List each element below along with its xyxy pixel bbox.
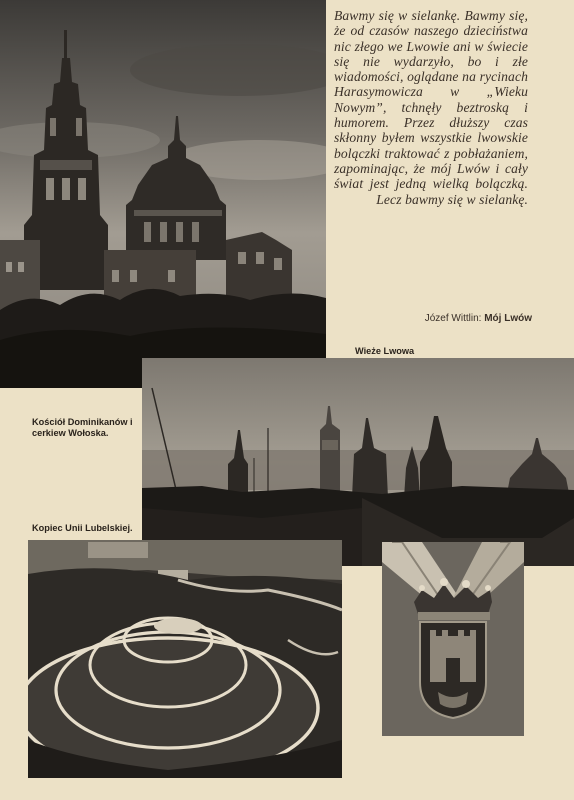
photo-towers-of-lviv [0,0,326,388]
photo-coat-of-arms-badge [382,542,524,736]
photo-union-of-lublin-mound [28,540,342,778]
quote-attribution [392,313,532,324]
caption-mound: Kopiec Unii Lubelskiej. [32,523,133,533]
photo-skyline-dominican-church [142,358,574,566]
quote-author: Józef Wittlin: [424,313,482,324]
caption-church: Kościół Dominikanów i cerkiew Wołoska. [32,417,133,438]
quote-book-title: Mój Lwów [484,313,532,324]
caption-towers: Wieże Lwowa [355,346,415,356]
quote-text: Bawmy się w sielankę. Bawmy się, że od czasów naszego dzieciństwa nic złego we Lwowie ani w świecie się nie wydarzyło, bo i złe wiadomości, oglądane na rycinach Harasymowicza w „Wieku Nowym”, tchnęły beztroską i humorem. Przez dłuższy czas skłonny byłem wszystkie lwowskie bolączki traktować z pobłażaniem, zapominając, że mój Lwów i cały świat jest jedną wielką bolączką. Lecz bawmy się w sielankę. [334,8,528,207]
